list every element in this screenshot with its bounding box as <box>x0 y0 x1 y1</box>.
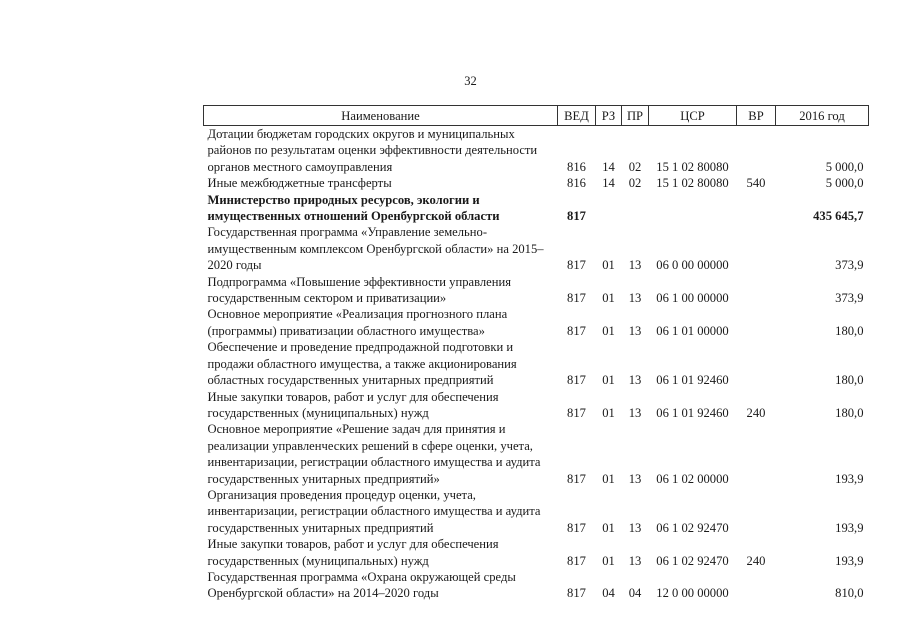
table-row <box>204 274 869 307</box>
cell-rz: 14 <box>602 176 615 191</box>
cell-pr: 13 <box>628 553 642 568</box>
cell-vr: 540 <box>746 176 766 191</box>
cell-rz: 01 <box>602 291 615 306</box>
cell-sum: 373,9 <box>835 291 864 306</box>
table-row <box>204 126 869 176</box>
cell-csr: 06 1 00 00000 <box>656 291 729 306</box>
cell-vr <box>737 487 776 536</box>
cell-vr <box>737 192 776 225</box>
cell-rz: 01 <box>602 373 615 388</box>
cell-pr: 13 <box>628 373 642 388</box>
header-sum: 2016 год <box>776 106 869 126</box>
cell-sum: 193,9 <box>835 553 864 568</box>
table-row <box>204 421 869 487</box>
cell-pr: 02 <box>628 159 642 174</box>
cell-rz <box>596 192 622 225</box>
cell-name: Иные межбюджетные трансферты <box>207 176 392 191</box>
cell-rz: 01 <box>602 520 615 535</box>
table-row <box>204 339 869 388</box>
cell-name: Государственная программа «Управление земельно-имущественным комплексом Оренбургской области» на 2015–2020 годы <box>207 225 544 273</box>
cell-vr <box>737 339 776 388</box>
cell-csr: 06 1 02 92470 <box>656 520 729 535</box>
cell-pr: 13 <box>628 323 642 338</box>
cell-pr: 02 <box>628 176 642 191</box>
cell-name: Министерство природных ресурсов, экологии и имущественных отношений Оренбургской области <box>207 192 500 224</box>
cell-csr: 06 1 02 92470 <box>656 553 729 568</box>
cell-rz: 14 <box>602 159 615 174</box>
cell-ved: 817 <box>567 553 586 568</box>
cell-ved: 817 <box>567 586 586 601</box>
cell-ved: 817 <box>567 471 586 486</box>
table-row <box>204 192 869 225</box>
table-row <box>204 487 869 536</box>
table-row <box>204 389 869 422</box>
cell-ved: 817 <box>567 209 586 224</box>
cell-sum: 373,9 <box>835 258 864 273</box>
cell-csr: 06 1 01 92460 <box>656 405 729 420</box>
cell-csr: 06 0 00 00000 <box>656 258 729 273</box>
cell-pr: 04 <box>628 586 642 601</box>
cell-csr: 15 1 02 80080 <box>656 176 729 191</box>
cell-rz: 01 <box>602 553 615 568</box>
cell-sum: 5 000,0 <box>825 159 864 174</box>
cell-vr <box>737 306 776 339</box>
cell-csr: 12 0 00 00000 <box>656 586 729 601</box>
cell-pr: 13 <box>628 291 642 306</box>
cell-rz: 01 <box>602 405 615 420</box>
cell-ved: 817 <box>567 323 586 338</box>
cell-rz: 01 <box>602 258 615 273</box>
cell-sum: 193,9 <box>835 471 864 486</box>
header-csr: ЦСР <box>649 106 737 126</box>
cell-csr: 15 1 02 80080 <box>656 159 729 174</box>
cell-name: Обеспечение и проведение предпродажной подготовки и продажи областного имущества, а также акционирования областных государственных унитарных предприятий <box>207 340 517 388</box>
cell-ved: 817 <box>567 405 586 420</box>
cell-pr: 13 <box>628 405 642 420</box>
cell-name: Дотации бюджетам городских округов и муниципальных районов по результатам оценки эффективности деятельности органов местного самоуправления <box>207 127 538 174</box>
cell-name: Организация проведения процедур оценки, учета, инвентаризации, регистрации областного имущества и аудита государственных унитарных предприятий <box>207 487 541 535</box>
cell-pr: 13 <box>628 520 642 535</box>
cell-rz: 01 <box>602 323 615 338</box>
cell-vr <box>737 224 776 273</box>
cell-sum: 193,9 <box>835 520 864 535</box>
cell-name: Иные закупки товаров, работ и услуг для обеспечения государственных (муниципальных) нужд <box>207 389 499 420</box>
cell-sum: 435 645,7 <box>813 209 864 224</box>
header-ved: ВЕД <box>558 106 596 126</box>
table-row <box>204 569 869 602</box>
cell-name: Основное мероприятие «Реализация прогнозного плана (программы) приватизации областного имущества» <box>207 307 508 338</box>
cell-rz: 04 <box>602 586 615 601</box>
table-row <box>204 224 869 273</box>
table-row <box>204 306 869 339</box>
cell-csr: 06 1 02 00000 <box>656 471 729 486</box>
cell-sum: 180,0 <box>835 405 864 420</box>
budget-table <box>203 105 869 602</box>
cell-ved: 817 <box>567 373 586 388</box>
cell-vr: 240 <box>746 405 766 420</box>
cell-vr <box>737 126 776 176</box>
cell-rz: 01 <box>602 471 615 486</box>
cell-csr: 06 1 01 00000 <box>656 323 729 338</box>
cell-csr: 06 1 01 92460 <box>656 373 729 388</box>
header-rz: РЗ <box>596 106 622 126</box>
header-pr: ПР <box>622 106 649 126</box>
cell-ved: 817 <box>567 520 586 535</box>
cell-name: Основное мероприятие «Решение задач для принятия и реализации управленческих решений в сфере оценки, учета, инвентаризации, регистрации областного имущества и аудита государственных унитарных предприятий» <box>207 422 541 486</box>
page-number: 32 <box>464 74 477 88</box>
cell-sum: 810,0 <box>835 586 864 601</box>
cell-pr: 13 <box>628 471 642 486</box>
cell-ved: 817 <box>567 291 586 306</box>
cell-vr <box>737 421 776 487</box>
cell-sum: 180,0 <box>835 323 864 338</box>
cell-ved: 816 <box>567 176 586 191</box>
cell-name: Подпрограмма «Повышение эффективности управления государственным сектором и приватизации» <box>207 274 512 306</box>
cell-ved: 817 <box>567 258 586 273</box>
table-header-row <box>204 106 869 126</box>
header-name: Наименование <box>204 106 558 126</box>
cell-vr <box>737 274 776 307</box>
table-body <box>204 126 869 602</box>
table-row <box>204 536 869 569</box>
cell-pr <box>622 192 649 225</box>
cell-sum: 180,0 <box>835 373 864 388</box>
header-vr: ВР <box>737 106 776 126</box>
cell-pr: 13 <box>628 258 642 273</box>
cell-vr <box>737 569 776 602</box>
cell-name: Государственная программа «Охрана окружающей среды Оренбургской области» на 2014–2020 годы <box>207 569 516 601</box>
cell-name: Иные закупки товаров, работ и услуг для обеспечения государственных (муниципальных) нужд <box>207 537 499 568</box>
cell-sum: 5 000,0 <box>825 176 864 191</box>
cell-vr: 240 <box>746 553 766 568</box>
cell-ved: 816 <box>567 159 586 174</box>
cell-csr <box>649 192 737 225</box>
table-row <box>204 175 869 191</box>
